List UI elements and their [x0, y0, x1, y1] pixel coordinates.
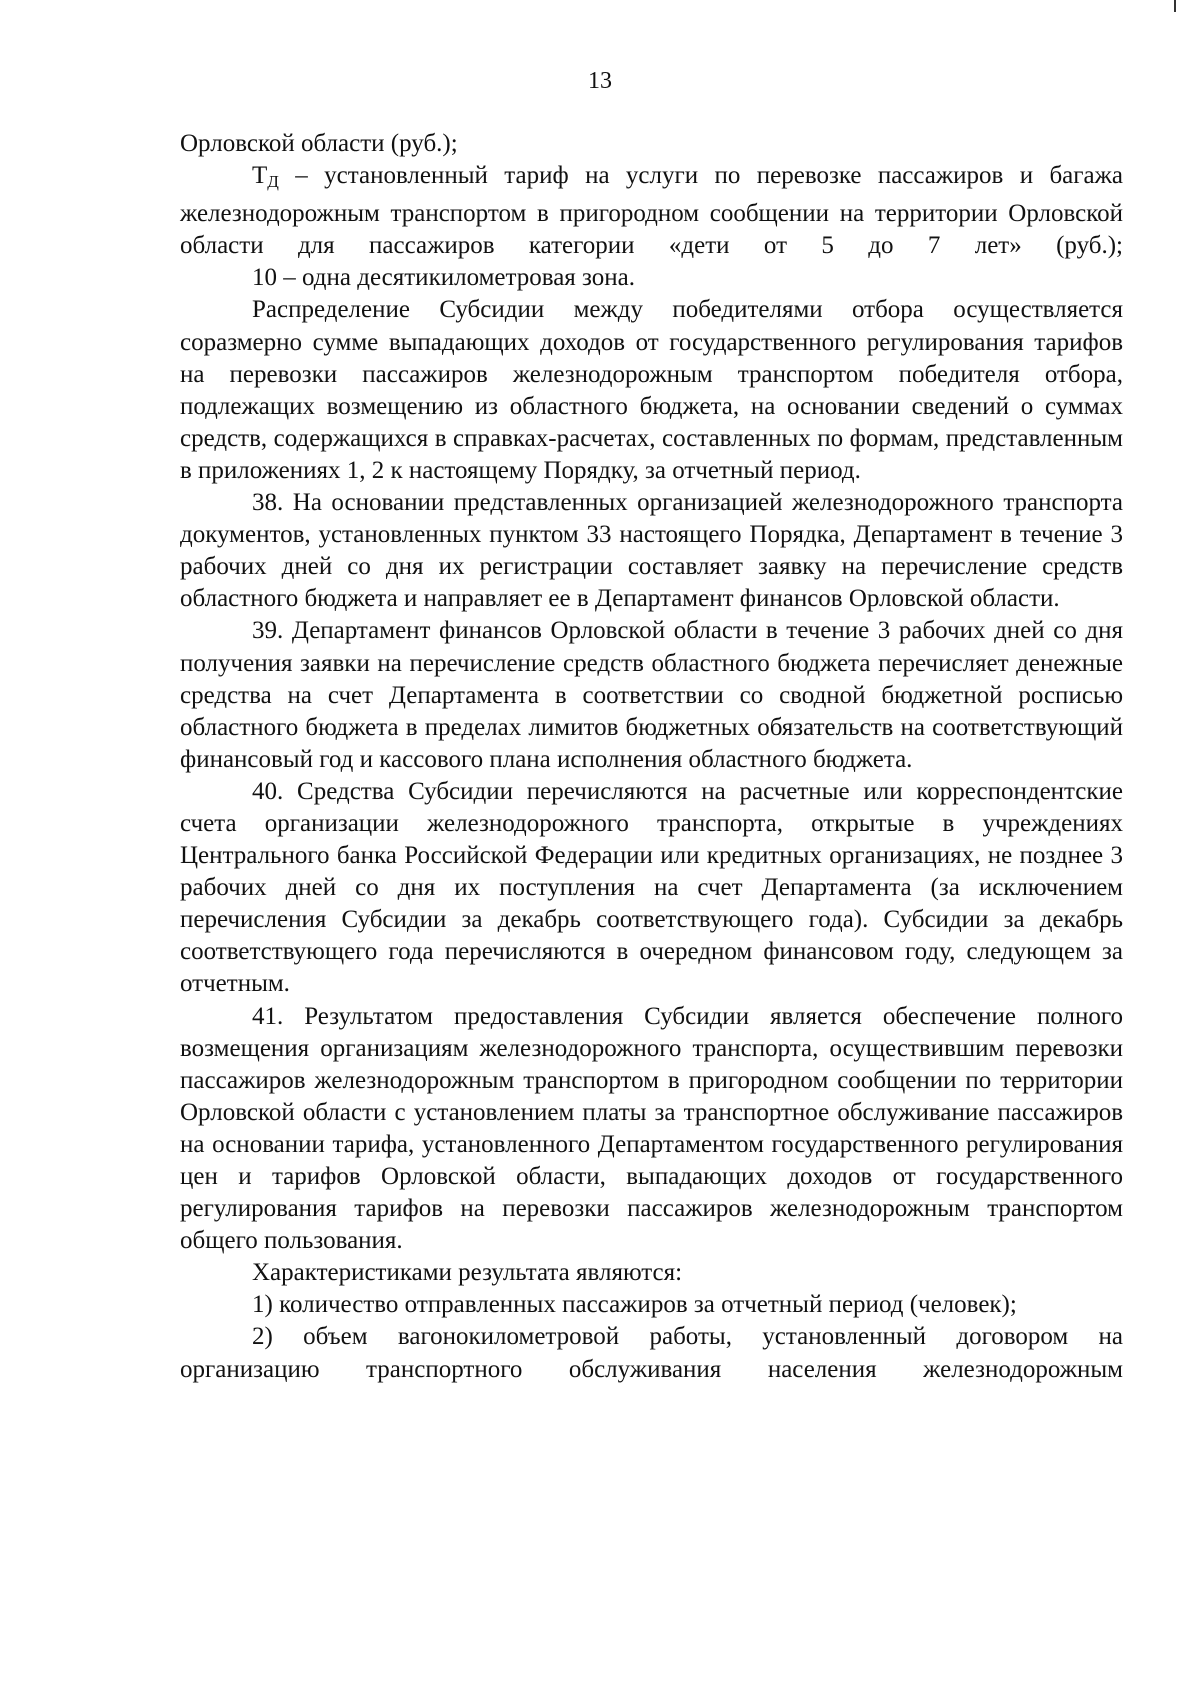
page-number: 13	[588, 68, 612, 94]
dash: –	[278, 162, 325, 190]
scan-edge-mark	[1174, 0, 1176, 12]
paragraph-zone: 10 – одна десятикилометровая зона.	[252, 264, 636, 292]
paragraph-39: 39. Департамент финансов Орловской области в течение 3 рабочих дней со дня получения заявки на перечисление средств областного бюджета перечисляет денежные средства на счет Департамента в соответствии со сводной бюджетной росписью областного бюджета в пределах лимитов бюджетных обязательств на соответствующий финансовый год и кассового плана исполнения областного бюджета.	[180, 617, 1123, 773]
variable-subscript-d: Д	[267, 172, 279, 192]
paragraph-tariff-text: установленный тариф на услуги по перевозке пассажиров и багажа железнодорожным транспортом в пригородном сообщении на территории Орловской области для пассажиров категории «дети от 5 до 7 лет» (руб.);	[180, 162, 1123, 260]
paragraph-continuation: Орловской области (руб.);	[180, 130, 458, 157]
paragraph-tariff-td	[180, 160, 1123, 262]
list-item-1: 1) количество отправленных пассажиров за отчетный период (человек);	[252, 1291, 1017, 1319]
list-item-2: 2) объем вагонокилометровой работы, установленный договором на организацию транспортного обслуживания населения железнодорожным	[180, 1323, 1123, 1383]
paragraph-characteristics: Характеристиками результата являются:	[252, 1259, 683, 1287]
paragraph-38: 38. На основании представленных организацией железнодорожного транспорта документов, установленных пунктом 33 настоящего Порядка, Департамент в течение 3 рабочих дней со дня их регистрации составляет заявку на перечисление средств областного бюджета и направляет ее в Департамент финансов Орловской области.	[180, 489, 1123, 613]
document-text	[180, 128, 1123, 1386]
variable-t: Т	[252, 162, 268, 190]
paragraph-40: 40. Средства Субсидии перечисляются на расчетные или корреспондентские счета организации железнодорожного транспорта, открытые в учреждениях Центрального банка Российской Федерации или кредитных организациях, не позднее 3 рабочих дней со дня их поступления на счет Департамента (за исключением перечисления Субсидии за декабрь соответствующего года). Субсидии за декабрь соответствующего года перечисляются в очередном финансовом году, следующем за отчетным.	[180, 777, 1123, 998]
paragraph-distribution: Распределение Субсидии между победителями отбора осуществляется соразмерно сумме выпадающих доходов от государственного регулирования тарифов на перевозки пассажиров железнодорожным транспортом победителя отбора, подлежащих возмещению из областного бюджета, на основании сведений о суммах средств, содержащихся в справках-расчетах, составленных по формам, представленным в приложениях 1, 2 к настоящему Порядку, за отчетный период.	[180, 296, 1123, 484]
paragraph-41: 41. Результатом предоставления Субсидии является обеспечение полного возмещения организациям железнодорожного транспорта, осуществившим перевозки пассажиров железнодорожным транспортом в пригородном сообщении по территории Орловской области с установлением платы за транспортное обслуживание пассажиров на основании тарифа, установленного Департаментом государственного регулирования цен и тарифов Орловской области, выпадающих доходов от государственного регулирования тарифов на перевозки пассажиров железнодорожным транспортом общего пользования.	[180, 1002, 1123, 1255]
